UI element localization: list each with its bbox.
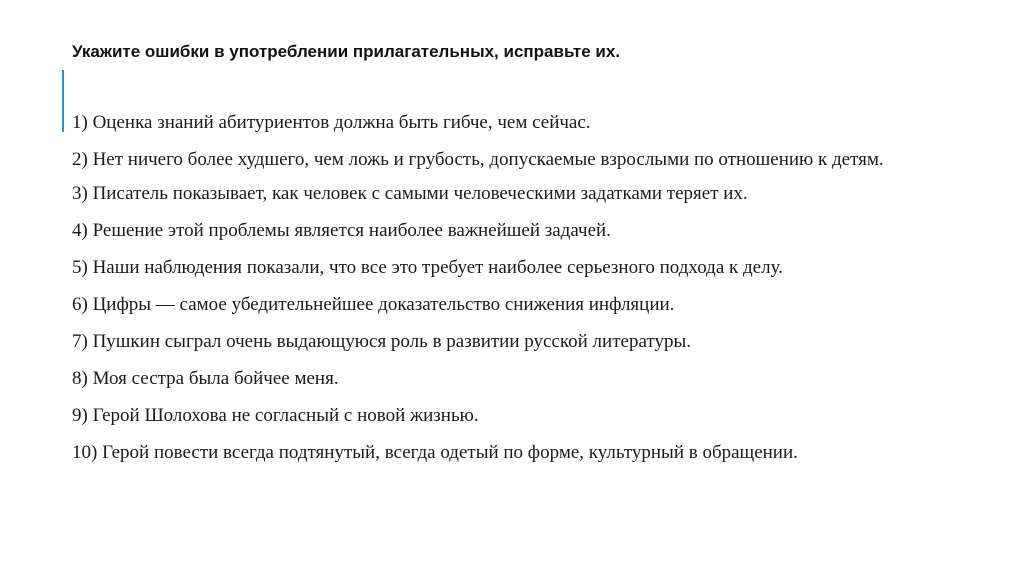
list-item: 2) Нет ничего более худшего, чем ложь и грубость, допускаемые взрослыми по отношению к детям. — [72, 149, 884, 170]
slide-title: Укажите ошибки в употреблении прилагательных, исправьте их. — [72, 42, 621, 61]
list-item: 4) Решение этой проблемы является наиболее важнейшей задачей. — [72, 220, 611, 241]
list-item: 3) Писатель показывает, как человек с самыми человеческими задатками теряет их. — [72, 183, 748, 204]
list-item: 6) Цифры — самое убедительнейшее доказательство снижения инфляции. — [72, 294, 675, 315]
list-item: 10) Герой повести всегда подтянутый, всегда одетый по форме, культурный в обращении. — [72, 442, 798, 463]
exercise-list — [72, 113, 1002, 480]
list-item: 8) Моя сестра была бойчее меня. — [72, 368, 339, 389]
list-item: 9) Герой Шолохова не согласный с новой жизнью. — [72, 405, 479, 426]
list-item: 1) Оценка знаний абитуриентов должна быть гибче, чем сейчас. — [72, 112, 591, 133]
list-item: 7) Пушкин сыграл очень выдающуюся роль в развитии русской литературы. — [72, 331, 691, 352]
accent-bar — [62, 70, 64, 132]
list-item: 5) Наши наблюдения показали, что все это требует наиболее серьезного подхода к делу. — [72, 257, 783, 278]
